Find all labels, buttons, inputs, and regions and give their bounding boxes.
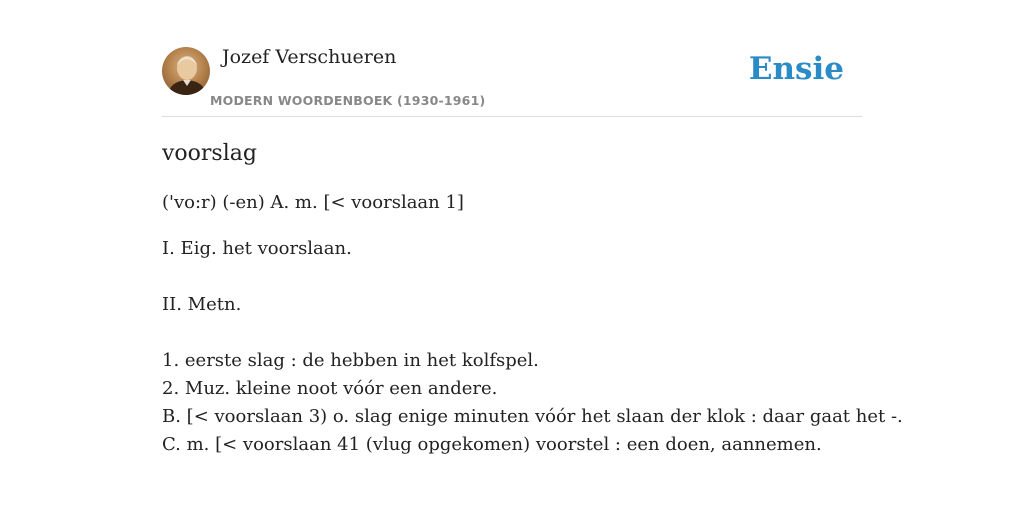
entry-pronunciation: ('vo:r) (-en) A. m. [< voorslaan 1]	[162, 192, 464, 213]
brand-logo[interactable]: Ensie	[748, 51, 844, 87]
entry-header	[162, 40, 862, 117]
definition-line: 2. Muz. kleine noot vóór een andere.	[162, 378, 498, 399]
definition-line	[162, 319, 862, 347]
definition-line: I. Eig. het voorslaan.	[162, 238, 352, 259]
entry-definition	[162, 235, 903, 459]
definition-line: II. Metn.	[162, 294, 242, 315]
definition-line: B. [< voorslaan 3) o. slag enige minuten vóór het slaan der klok : daar gaat het -.	[162, 406, 903, 427]
definition-line: C. m. [< voorslaan 41 (vlug opgekomen) voorstel : een doen, aannemen.	[162, 434, 822, 455]
definition-line: 1. eerste slag : de hebben in het kolfspel.	[162, 350, 539, 371]
entry-term: voorslag	[162, 141, 257, 166]
author-avatar[interactable]	[162, 47, 210, 95]
portrait-icon	[162, 47, 210, 95]
source-label[interactable]: MODERN WOORDENBOEK (1930-1961)	[210, 93, 486, 108]
definition-line	[162, 263, 862, 291]
author-name[interactable]: Jozef Verschueren	[222, 46, 397, 68]
entry-card	[162, 40, 903, 459]
